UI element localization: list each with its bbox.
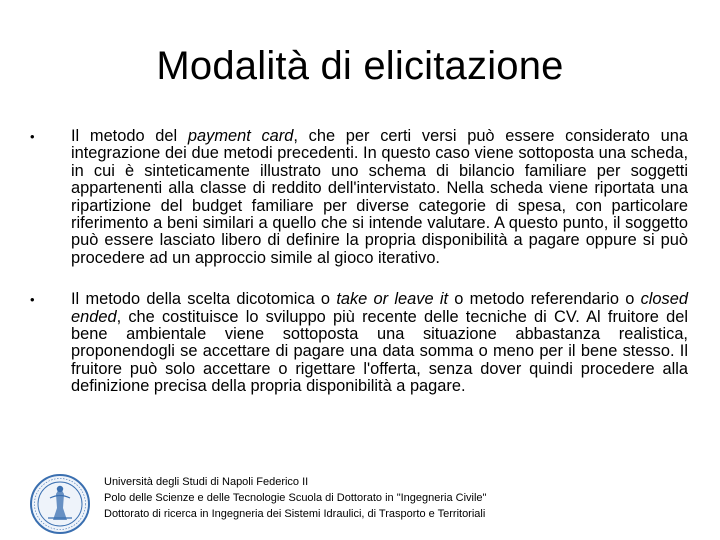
footer-text xyxy=(104,474,486,522)
bullet-payment-card xyxy=(28,128,688,267)
footer-doctorate: Dottorato di ricerca in Ingegneria dei Sistemi Idraulici, di Trasporto e Territoriali xyxy=(104,508,486,520)
bullet-text: , che per certi versi può essere considerato una integrazione dei due metodi precedenti. In questo caso viene sottoposta una scheda, in cui è sinteticamente illustrato uno schema di bilancio familiare per soggetti appartenenti alla classe di reddito dell'intervistato. Nella scheda viene riportata una ripartizione del budget familiare per diverse categorie di spesa, con particolare riferimento a beni similari a quello che si intende valutare. A questo punto, il soggetto può essere lasciato libero di definire la propria disponibilità a pagare oppure si può procedere ad un approccio simile al gioco iterativo. xyxy=(71,127,688,267)
footer-university: Università degli Studi di Napoli Federico II xyxy=(104,476,309,488)
slide-title: Modalità di elicitazione xyxy=(156,44,564,88)
bullet-text: o metodo referendario o xyxy=(448,290,641,309)
bullet-dichotomous-choice xyxy=(28,291,688,395)
footer xyxy=(0,466,720,536)
bullet-text: Il metodo del xyxy=(71,127,188,145)
bullet-marker: • xyxy=(30,292,35,308)
university-seal-icon xyxy=(30,474,90,534)
bullet-list xyxy=(28,128,688,396)
bullet-text: Il metodo della scelta dicotomica o xyxy=(71,290,337,309)
bullet-emphasis: payment card xyxy=(187,127,294,145)
bullet-text: , che costituisce lo sviluppo più recente delle tecniche di CV. Al fruitore del bene ambientale viene sottoposta una situazione abbastanza realistica, proponendogli se accettare di pagare una data somma o meno per il bene stesso. Il fruitore può solo accettare o rigettare l'offerta, senza dover quindi procedere alla definizione precisa della propria disponibilità a pagare. xyxy=(71,307,688,396)
bullet-marker: • xyxy=(30,129,35,144)
footer-school: Polo delle Scienze e delle Tecnologie Scuola di Dottorato in "Ingegneria Civile" xyxy=(104,492,487,504)
bullet-emphasis: closed ended xyxy=(71,290,688,326)
bullet-emphasis: take or leave it xyxy=(336,290,449,309)
